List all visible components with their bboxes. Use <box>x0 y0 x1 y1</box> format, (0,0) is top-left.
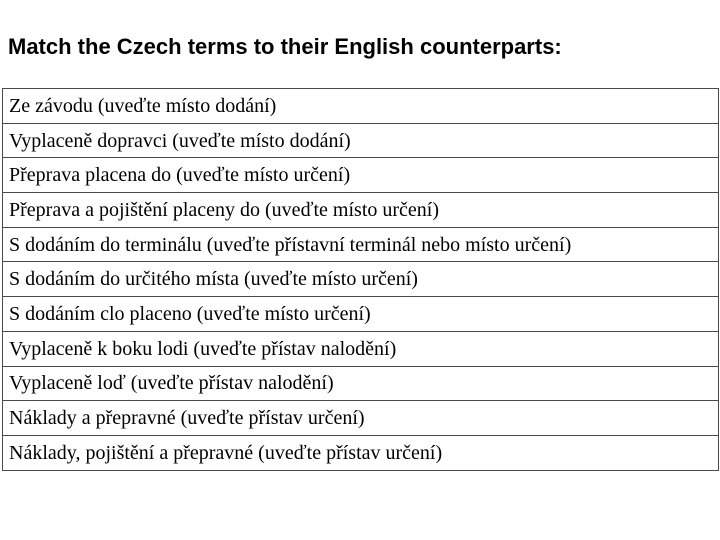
terms-table <box>2 88 719 471</box>
term-cell: S dodáním do terminálu (uveďte přístavní terminál nebo místo určení) <box>3 227 719 262</box>
table-row <box>3 297 719 332</box>
table-row <box>3 123 719 158</box>
term-cell: Vyplaceně loď (uveďte přístav nalodění) <box>3 366 719 401</box>
term-cell: Přeprava a pojištění placeny do (uveďte místo určení) <box>3 193 719 228</box>
table-row <box>3 193 719 228</box>
page-title: Match the Czech terms to their English counterparts: <box>8 34 562 59</box>
table-row <box>3 262 719 297</box>
table-row <box>3 89 719 124</box>
term-cell: Přeprava placena do (uveďte místo určení) <box>3 158 719 193</box>
table-row <box>3 401 719 436</box>
term-cell: Ze závodu (uveďte místo dodání) <box>3 89 719 124</box>
table-row <box>3 366 719 401</box>
term-cell: S dodáním do určitého místa (uveďte místo určení) <box>3 262 719 297</box>
table-row <box>3 158 719 193</box>
term-cell: Náklady, pojištění a přepravné (uveďte přístav určení) <box>3 435 719 470</box>
table-row <box>3 227 719 262</box>
term-cell: Náklady a přepravné (uveďte přístav určení) <box>3 401 719 436</box>
table-row <box>3 435 719 470</box>
table-row <box>3 331 719 366</box>
term-cell: Vyplaceně k boku lodi (uveďte přístav nalodění) <box>3 331 719 366</box>
term-cell: S dodáním clo placeno (uveďte místo určení) <box>3 297 719 332</box>
term-cell: Vyplaceně dopravci (uveďte místo dodání) <box>3 123 719 158</box>
